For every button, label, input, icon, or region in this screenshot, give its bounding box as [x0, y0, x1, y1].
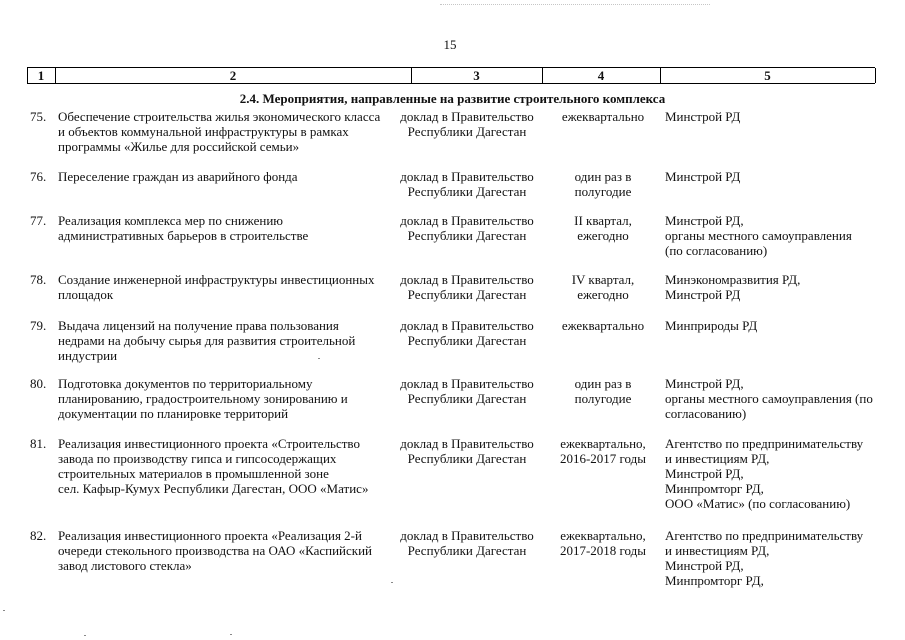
responsible-party: Минприроды РД: [665, 318, 758, 333]
measure-name: Подготовка документов по территориальному планированию, градостроительному зонированию и документации по планировке территорий: [58, 376, 348, 421]
scan-speck: [84, 635, 86, 636]
responsible-party: Минстрой РД: [665, 169, 741, 184]
measure-name: Выдача лицензий на получение права пользования недрами на добычу сырья для развития строительной индустрии: [58, 318, 356, 363]
row-number: 81.: [30, 436, 47, 451]
deadline: ежеквартально, 2016-2017 годы: [559, 436, 647, 466]
table-header-row: [27, 67, 875, 84]
row-number: 77.: [30, 213, 47, 228]
header-col-3: 3: [473, 68, 480, 83]
report-form: доклад в Правительство Республики Дагестан: [400, 272, 534, 302]
report-form: доклад в Правительство Республики Дагестан: [400, 213, 534, 243]
measure-name: Создание инженерной инфраструктуры инвестиционных площадок: [58, 272, 375, 302]
report-form: доклад в Правительство Республики Дагестан: [400, 318, 534, 348]
responsible-party: Минстрой РД, органы местного самоуправления (по согласованию): [665, 213, 852, 258]
measure-name: Реализация инвестиционного проекта «Строительство завода по производству гипса и гипсосодержащих строительных материалов в промышленной зоне сел. Кафыр-Кумух Республики Дагестан, ООО «Матис»: [58, 436, 369, 496]
report-form: доклад в Правительство Республики Дагестан: [400, 109, 534, 139]
scan-speck: [3, 610, 5, 611]
report-form: доклад в Правительство Республики Дагестан: [400, 436, 534, 466]
deadline: один раз в полугодие: [574, 376, 632, 406]
page-number: 15: [443, 37, 457, 52]
header-col-1: 1: [37, 68, 45, 83]
responsible-party: Агентство по предпринимательству и инвестициям РД, Минстрой РД, Минпромторг РД, ООО «Матис» (по согласованию): [665, 436, 864, 511]
header-col-4: 4: [597, 68, 605, 83]
scan-artifact: [440, 4, 710, 7]
report-form: доклад в Правительство Республики Дагестан: [400, 528, 534, 558]
deadline: IV квартал, ежегодно: [571, 272, 635, 302]
measure-name: Реализация комплекса мер по снижению административных барьеров в строительстве: [58, 213, 309, 243]
deadline: II квартал, ежегодно: [574, 213, 632, 243]
report-form: доклад в Правительство Республики Дагестан: [400, 169, 534, 199]
header-col-2: 2: [229, 68, 237, 83]
deadline: ежеквартально: [561, 318, 645, 333]
row-number: 79.: [30, 318, 47, 333]
row-number: 82.: [30, 528, 47, 543]
measure-name: Переселение граждан из аварийного фонда: [58, 169, 298, 184]
scan-speck: [391, 582, 393, 583]
header-col-5: 5: [764, 68, 771, 83]
deadline: ежеквартально: [561, 109, 645, 124]
measure-name: Обеспечение строительства жилья экономического класса и объектов коммунальной инфраструктуры в рамках программы «Жилье для российской семьи»: [58, 109, 381, 154]
responsible-party: Агентство по предпринимательству и инвестициям РД, Минстрой РД, Минпромторг РД,: [665, 528, 864, 588]
row-number: 76.: [30, 169, 47, 184]
deadline: ежеквартально, 2017-2018 годы: [559, 528, 647, 558]
header-divider: [875, 68, 876, 83]
scan-speck: [318, 358, 320, 359]
deadline: один раз в полугодие: [574, 169, 632, 199]
row-number: 75.: [30, 109, 47, 124]
section-title: 2.4. Мероприятия, направленные на развитие строительного комплекса: [239, 91, 666, 106]
row-number: 78.: [30, 272, 47, 287]
responsible-party: Минэкономразвития РД, Минстрой РД: [665, 272, 801, 302]
report-form: доклад в Правительство Республики Дагестан: [400, 376, 534, 406]
responsible-party: Минстрой РД, органы местного самоуправления (по согласованию): [665, 376, 873, 421]
row-number: 80.: [30, 376, 47, 391]
measure-name: Реализация инвестиционного проекта «Реализация 2-й очереди стекольного производства на ОАО «Каспийский завод листового стекла»: [58, 528, 373, 573]
responsible-party: Минстрой РД: [665, 109, 741, 124]
scan-speck: [230, 634, 232, 635]
